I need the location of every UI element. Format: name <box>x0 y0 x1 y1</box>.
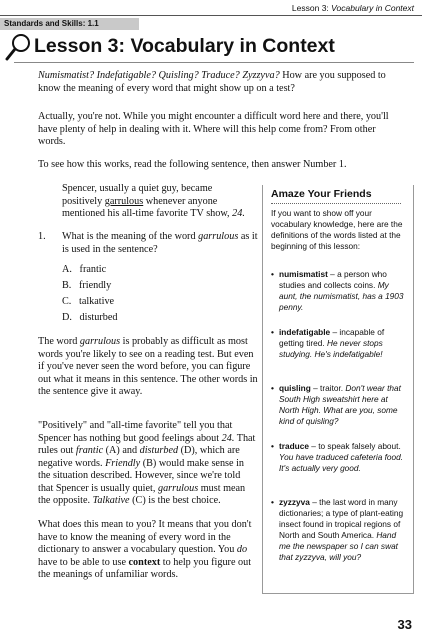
option-letter: C. <box>62 296 72 307</box>
body-italic: disturbed <box>139 445 179 456</box>
intro-question: How are you supposed to know the meaning of every word that might show up on a test? <box>38 70 386 94</box>
running-head-italic: Vocabulary in Context <box>331 3 414 13</box>
option-text: frantic <box>79 264 107 275</box>
option-b[interactable] <box>62 280 111 291</box>
question-number: 1. <box>38 231 46 242</box>
body-text: What does this mean to you? It means that you don't have to know the meaning of every word in the dictionary to answer a vocabulary question. You <box>38 519 252 555</box>
running-head <box>292 3 414 13</box>
body-text: (B) would make sense in the situation described. However, since we're told that Spencer is usually quiet, <box>38 457 244 494</box>
body-italic: do <box>236 544 248 555</box>
sentence-part-1: Spencer, usually a quiet guy, became positively <box>62 183 213 207</box>
sidebar-divider <box>271 203 401 204</box>
term: numismatist <box>279 269 328 279</box>
example: Hand me the newspaper so I can swat that zyzzyva, will you? <box>279 530 398 562</box>
option-text: talkative <box>78 296 115 307</box>
intro-paragraph-2 <box>38 111 396 149</box>
question-text-pre: What is the meaning of the word <box>62 231 199 242</box>
definition: – to speak falsely about. <box>308 441 401 451</box>
bullet-icon: • <box>271 497 274 507</box>
intro-words-italic: Numismatist? Indefatigable? Quisling? Traduce? Zyzzyva? <box>38 70 280 81</box>
sidebar-intro: If you want to show off your vocabulary knowledge, here are the definitions of the words listed at the beginning of this lesson: <box>271 208 403 251</box>
body-italic: Friendly <box>105 457 141 469</box>
body-text: is probably as difficult as most words you're likely to see on a reading test. But even if you've never seen the word before, you can figure out what it means in this sentence. The other words in the sentence give it away. <box>38 336 258 397</box>
definition: – traitor. <box>310 383 346 393</box>
body-text: "Positively" and "all-time favorite" tell you that Spencer has nothing but good feelings about <box>38 420 233 444</box>
sidebar-item-zyzzyva <box>271 497 406 563</box>
body-italic: 24. <box>221 432 235 444</box>
intro-text-2: Actually, you're not. While you might encounter a difficult word here and there, you'll have plenty of help in dealing with it. Where will this help come from? From other words. <box>38 111 389 147</box>
term: indefatigable <box>279 327 331 337</box>
option-letter: D. <box>62 312 72 323</box>
lesson-title-block <box>4 33 414 61</box>
body-paragraph-1 <box>38 336 258 399</box>
bullet-icon: • <box>271 441 274 451</box>
body-text: have to be able to use <box>38 556 129 568</box>
option-text: disturbed <box>79 312 118 323</box>
sidebar-amaze-your-friends <box>262 185 414 594</box>
header-rule <box>0 15 422 16</box>
option-letter: A. <box>62 264 72 275</box>
example: You have traduced cafeteria food. It's actually very good. <box>279 452 404 473</box>
sidebar-item-traduce <box>271 441 406 474</box>
body-italic: garrulous <box>79 336 121 347</box>
title-rule <box>14 62 414 63</box>
body-text: (D), which are negative words. <box>38 445 240 469</box>
sentence-italic-end: 24. <box>232 208 245 219</box>
page-number: 33 <box>397 617 412 632</box>
sidebar-item-numismatist <box>271 269 406 313</box>
sidebar-title: Amaze Your Friends <box>271 188 372 200</box>
intro-paragraph-1 <box>38 70 396 95</box>
intro-text-3: To see how this works, read the following sentence, then answer Number 1. <box>38 159 347 170</box>
body-text: to help you figure out the meanings of unfamiliar words. <box>38 556 252 580</box>
sentence-underlined-word: garrulous <box>104 195 144 207</box>
body-text: That rules out <box>38 432 256 456</box>
magnifying-glass-icon <box>4 33 32 61</box>
body-text: must mean the opposite. <box>38 482 246 506</box>
bullet-icon: • <box>271 327 274 337</box>
body-italic: garrulous <box>157 482 199 494</box>
body-italic: Talkative <box>92 495 130 506</box>
option-a[interactable] <box>62 264 106 275</box>
definition: – the last word in many dictionaries; a type of plant-eating insect found in tropical regions of North and South America. <box>279 497 404 540</box>
body-text: (C) is the best choice. <box>129 495 221 506</box>
bullet-icon: • <box>271 383 274 393</box>
definition: – a person who studies and collects coins. <box>279 269 387 290</box>
body-bold: context <box>128 556 161 568</box>
option-d[interactable] <box>62 312 117 323</box>
sidebar-item-indefatigable <box>271 327 406 360</box>
body-text: (A) and <box>103 445 140 456</box>
example: My aunt, the numismatist, has a 1903 penny. <box>279 280 404 312</box>
example: Don't wear that South High sweatshirt here at North High. What are you, some kind of quisling? <box>279 383 401 426</box>
option-c[interactable] <box>62 296 114 307</box>
body-text: The word <box>38 336 80 347</box>
question-1 <box>38 231 258 256</box>
sentence-part-2: whenever anyone mentioned his all-time favorite TV show, <box>62 195 233 219</box>
option-text: friendly <box>78 280 112 291</box>
standards-banner: Standards and Skills: 1.1 <box>0 18 139 30</box>
definition: – incapable of getting tired. <box>279 327 385 348</box>
question-text-post: as it is used in the sentence? <box>62 231 258 255</box>
question-text-italic: garrulous <box>198 231 239 242</box>
example-sentence <box>62 183 252 221</box>
term: quisling <box>279 383 311 393</box>
lesson-title: Lesson 3: Vocabulary in Context <box>34 35 335 57</box>
sidebar-item-quisling <box>271 383 406 427</box>
running-head-prefix: Lesson 3: <box>291 3 332 13</box>
option-letter: B. <box>62 280 72 291</box>
term: zyzzyva <box>279 497 310 507</box>
body-paragraph-3 <box>38 519 258 582</box>
example: He never stops studying. He's indefatigable! <box>279 338 383 359</box>
term: traduce <box>279 441 309 451</box>
body-paragraph-2 <box>38 420 258 508</box>
intro-paragraph-3 <box>38 159 396 172</box>
bullet-icon: • <box>271 269 274 279</box>
body-italic: frantic <box>75 445 104 456</box>
